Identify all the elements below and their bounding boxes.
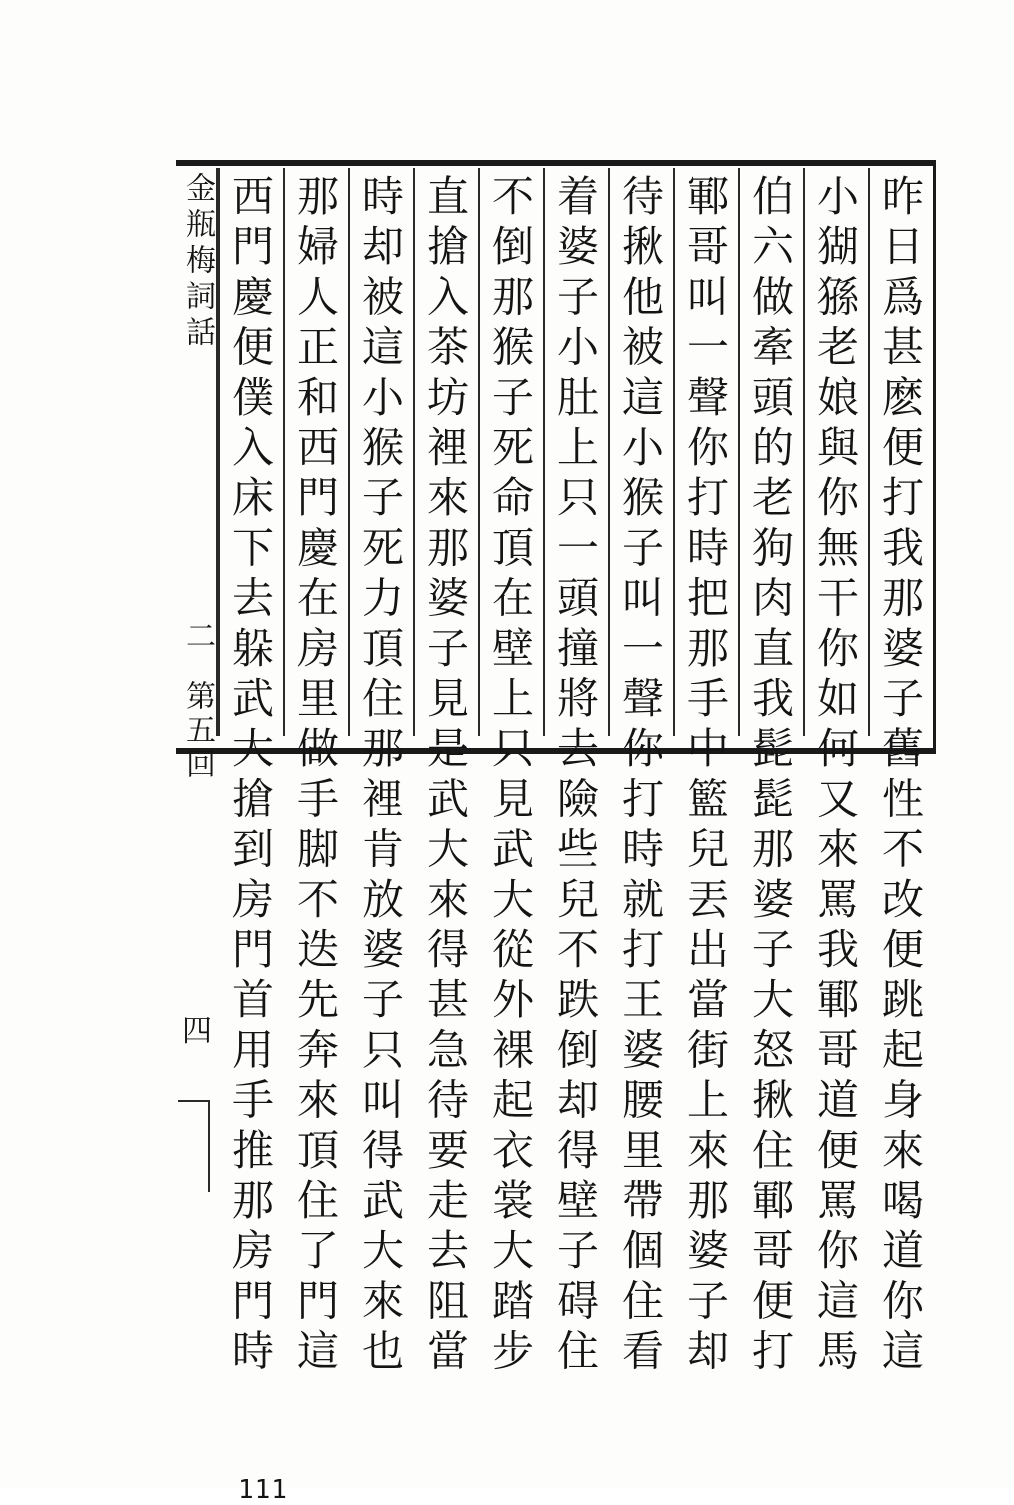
block-center-margin [176, 168, 218, 782]
margin-book-title: 金瓶梅詞話 [180, 172, 215, 352]
text-column-4: 鄆哥叫一聲你打時把那手中籃兒丟出當街上來那婆子却 [673, 168, 738, 736]
margin-leaf-number: 四 [182, 1014, 212, 1049]
text-column-9: 時却被這小猴子死力頂住那裡肯放婆子只叫得武大來也 [348, 168, 413, 736]
text-columns [218, 168, 933, 1379]
text-column-1: 昨日爲甚麽便打我那婆子舊性不改便跳起身來喝道你這 [868, 168, 933, 736]
margin-volume-number: 二 [180, 620, 215, 650]
text-column-5: 待揪他被這小猴子叫一聲你打時就打王婆腰里帶個住看 [608, 168, 673, 736]
text-column-10: 那婦人正和西門慶在房里做手脚不迭先奔來頂住了門這 [283, 168, 348, 736]
page-number: 111 [238, 1475, 288, 1505]
text-column-2: 小猢猻老娘與你無干你如何又來罵我鄆哥道便罵你這馬 [803, 168, 868, 736]
fish-tail-mark [178, 1100, 210, 1192]
text-column-8: 直搶入茶坊裡來那婆子見是武大來得甚急待要走去阻當 [413, 168, 478, 736]
text-column-11: 西門慶便僕入床下去躲武大搶到房門首用手推那房門時 [218, 168, 283, 736]
margin-chapter: 第五回 [180, 680, 215, 782]
text-column-6: 着婆子小肚上只一頭撞將去險些兒不跌倒却得壁子碍住 [543, 168, 608, 736]
text-column-3: 伯六做牽頭的老狗肉直我髭髭那婆子大怒揪住鄆哥便打 [738, 168, 803, 736]
text-column-7: 不倒那猴子死命頂在壁上只見武大從外裸起衣裳大踏步 [478, 168, 543, 736]
